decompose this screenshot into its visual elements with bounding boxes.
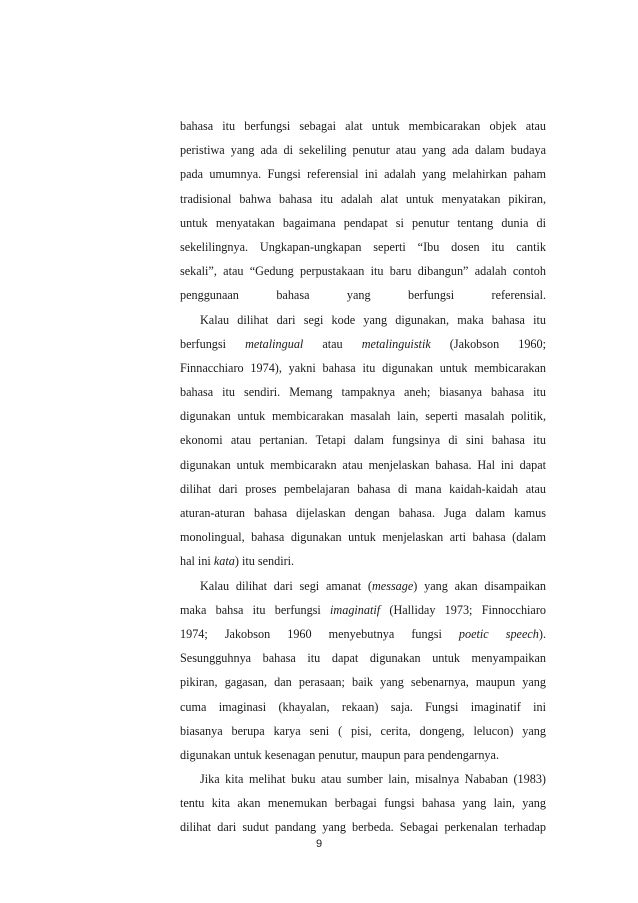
text-run: bahasa itu sendiri. Memang tampaknya aneh; biasanya bahasa itu — [180, 385, 546, 400]
text-line — [180, 670, 546, 694]
text-line — [180, 356, 546, 380]
text-line — [180, 187, 546, 211]
italic-term: poetic speech — [458, 626, 539, 641]
text-run: Kalau dilihat dari segi amanat ( — [200, 578, 372, 593]
text-run: pikiran, gagasan, dan perasaan; baik yang sebenarnya, maupun yang — [180, 675, 546, 690]
text-run: tradisional bahwa bahasa itu adalah alat untuk menyatakan pikiran, — [180, 191, 546, 206]
text-run: ) yang akan disampaikan — [413, 578, 546, 593]
text-run: digunakan untuk membicarakn atau menjelaskan bahasa. Hal ini dapat — [180, 457, 546, 472]
text-run: bahasa itu berfungsi sebagai alat untuk membicarakan objek atau — [180, 119, 546, 133]
italic-term: imaginatif — [330, 602, 381, 617]
text-run: monolingual, bahasa digunakan untuk menjelaskan arti bahasa (dalam — [180, 530, 546, 545]
italic-term: metalingual — [245, 336, 304, 351]
text-run: ). — [538, 626, 546, 641]
text-line — [180, 791, 546, 815]
text-line — [180, 574, 546, 598]
text-run: sekali”, atau “Gedung perpustakaan itu baru dibangun” adalah contoh — [180, 264, 546, 279]
italic-term: message — [371, 578, 414, 593]
text-line — [180, 525, 546, 549]
text-run: ) itu sendiri. — [234, 554, 295, 569]
text-run: Jika kita melihat buku atau sumber lain, misalnya Nababan (1983) — [200, 772, 546, 787]
text-run: biasanya berupa karya seni ( pisi, cerita, dongeng, lelucon) yang — [180, 723, 546, 738]
text-run: aturan-aturan bahasa dijelaskan dengan bahasa. Juga dalam kamus — [180, 506, 546, 520]
text-line — [180, 719, 546, 743]
text-run: Finnacchiaro 1974), yakni bahasa itu digunakan untuk membicarakan — [180, 360, 546, 375]
text-line — [180, 646, 546, 670]
text-run: sekelilingnya. Ungkapan-ungkapan seperti “Ibu dosen itu cantik — [180, 239, 546, 254]
italic-term: kata — [213, 554, 235, 569]
text-line — [180, 743, 546, 767]
text-line — [180, 622, 546, 646]
page-body — [180, 114, 546, 840]
paragraph-4 — [180, 767, 546, 840]
text-line — [180, 380, 546, 404]
paragraph-3 — [180, 574, 546, 768]
text-line — [180, 598, 546, 622]
text-line — [180, 259, 546, 283]
text-line — [180, 235, 546, 259]
text-line — [180, 114, 546, 138]
text-line — [180, 477, 546, 501]
text-run: peristiwa yang ada di sekeliling penutur atau yang ada dalam budaya — [180, 143, 546, 158]
text-run: ekonomi atau pertanian. Tetapi dalam fungsinya di sini bahasa itu — [180, 433, 546, 448]
text-line — [180, 308, 546, 332]
paragraph-1 — [180, 114, 546, 308]
text-run: (Halliday 1973; Finnocchiaro — [380, 602, 546, 617]
text-line — [180, 404, 546, 428]
paragraph-2 — [180, 308, 546, 574]
text-run: hal ini — [180, 554, 214, 569]
text-run: digunakan untuk kesenagan penutur, maupun para pendengarnya. — [180, 747, 499, 762]
text-line — [180, 549, 546, 573]
text-line — [180, 211, 546, 235]
text-line — [180, 453, 546, 477]
text-line — [180, 162, 546, 186]
text-run: pada umumnya. Fungsi referensial ini adalah yang melahirkan paham — [180, 167, 546, 182]
text-run: berfungsi — [180, 336, 246, 351]
text-run: 1974; Jakobson 1960 menyebutnya fungsi — [180, 626, 459, 641]
text-line — [180, 332, 546, 356]
text-run: dilihat dari proses pembelajaran bahasa di mana kaidah-kaidah atau — [180, 481, 546, 496]
text-line — [180, 138, 546, 162]
text-run: Kalau dilihat dari segi kode yang digunakan, maka bahasa itu — [200, 312, 546, 327]
page-number: 9 — [315, 838, 323, 850]
text-run: tentu kita akan menemukan berbagai fungsi bahasa yang lain, yang — [180, 796, 546, 811]
text-run: Sesungguhnya bahasa itu dapat digunakan untuk menyampaikan — [180, 651, 546, 666]
text-line — [180, 767, 546, 791]
text-run: untuk menyatakan bagaimana pendapat si penutur tentang dunia di — [180, 215, 546, 230]
text-run: cuma imaginasi (khayalan, rekaan) saja. Fungsi imaginatif ini — [180, 699, 546, 714]
italic-term: metalinguistik — [361, 336, 431, 351]
text-line — [180, 815, 546, 839]
text-run: atau — [303, 336, 362, 351]
text-line — [180, 283, 546, 307]
text-line — [180, 501, 546, 525]
text-run: dilihat dari sudut pandang yang berbeda. Sebagai perkenalan terhadap — [180, 820, 546, 835]
text-run: penggunaan bahasa yang berfungsi referensial. — [180, 288, 546, 303]
text-run: digunakan untuk membicarakan masalah lain, seperti masalah politik, — [180, 409, 546, 424]
text-line — [180, 428, 546, 452]
text-run: (Jakobson 1960; — [430, 336, 546, 351]
text-line — [180, 695, 546, 719]
text-run: maka bahsa itu berfungsi — [180, 602, 331, 617]
